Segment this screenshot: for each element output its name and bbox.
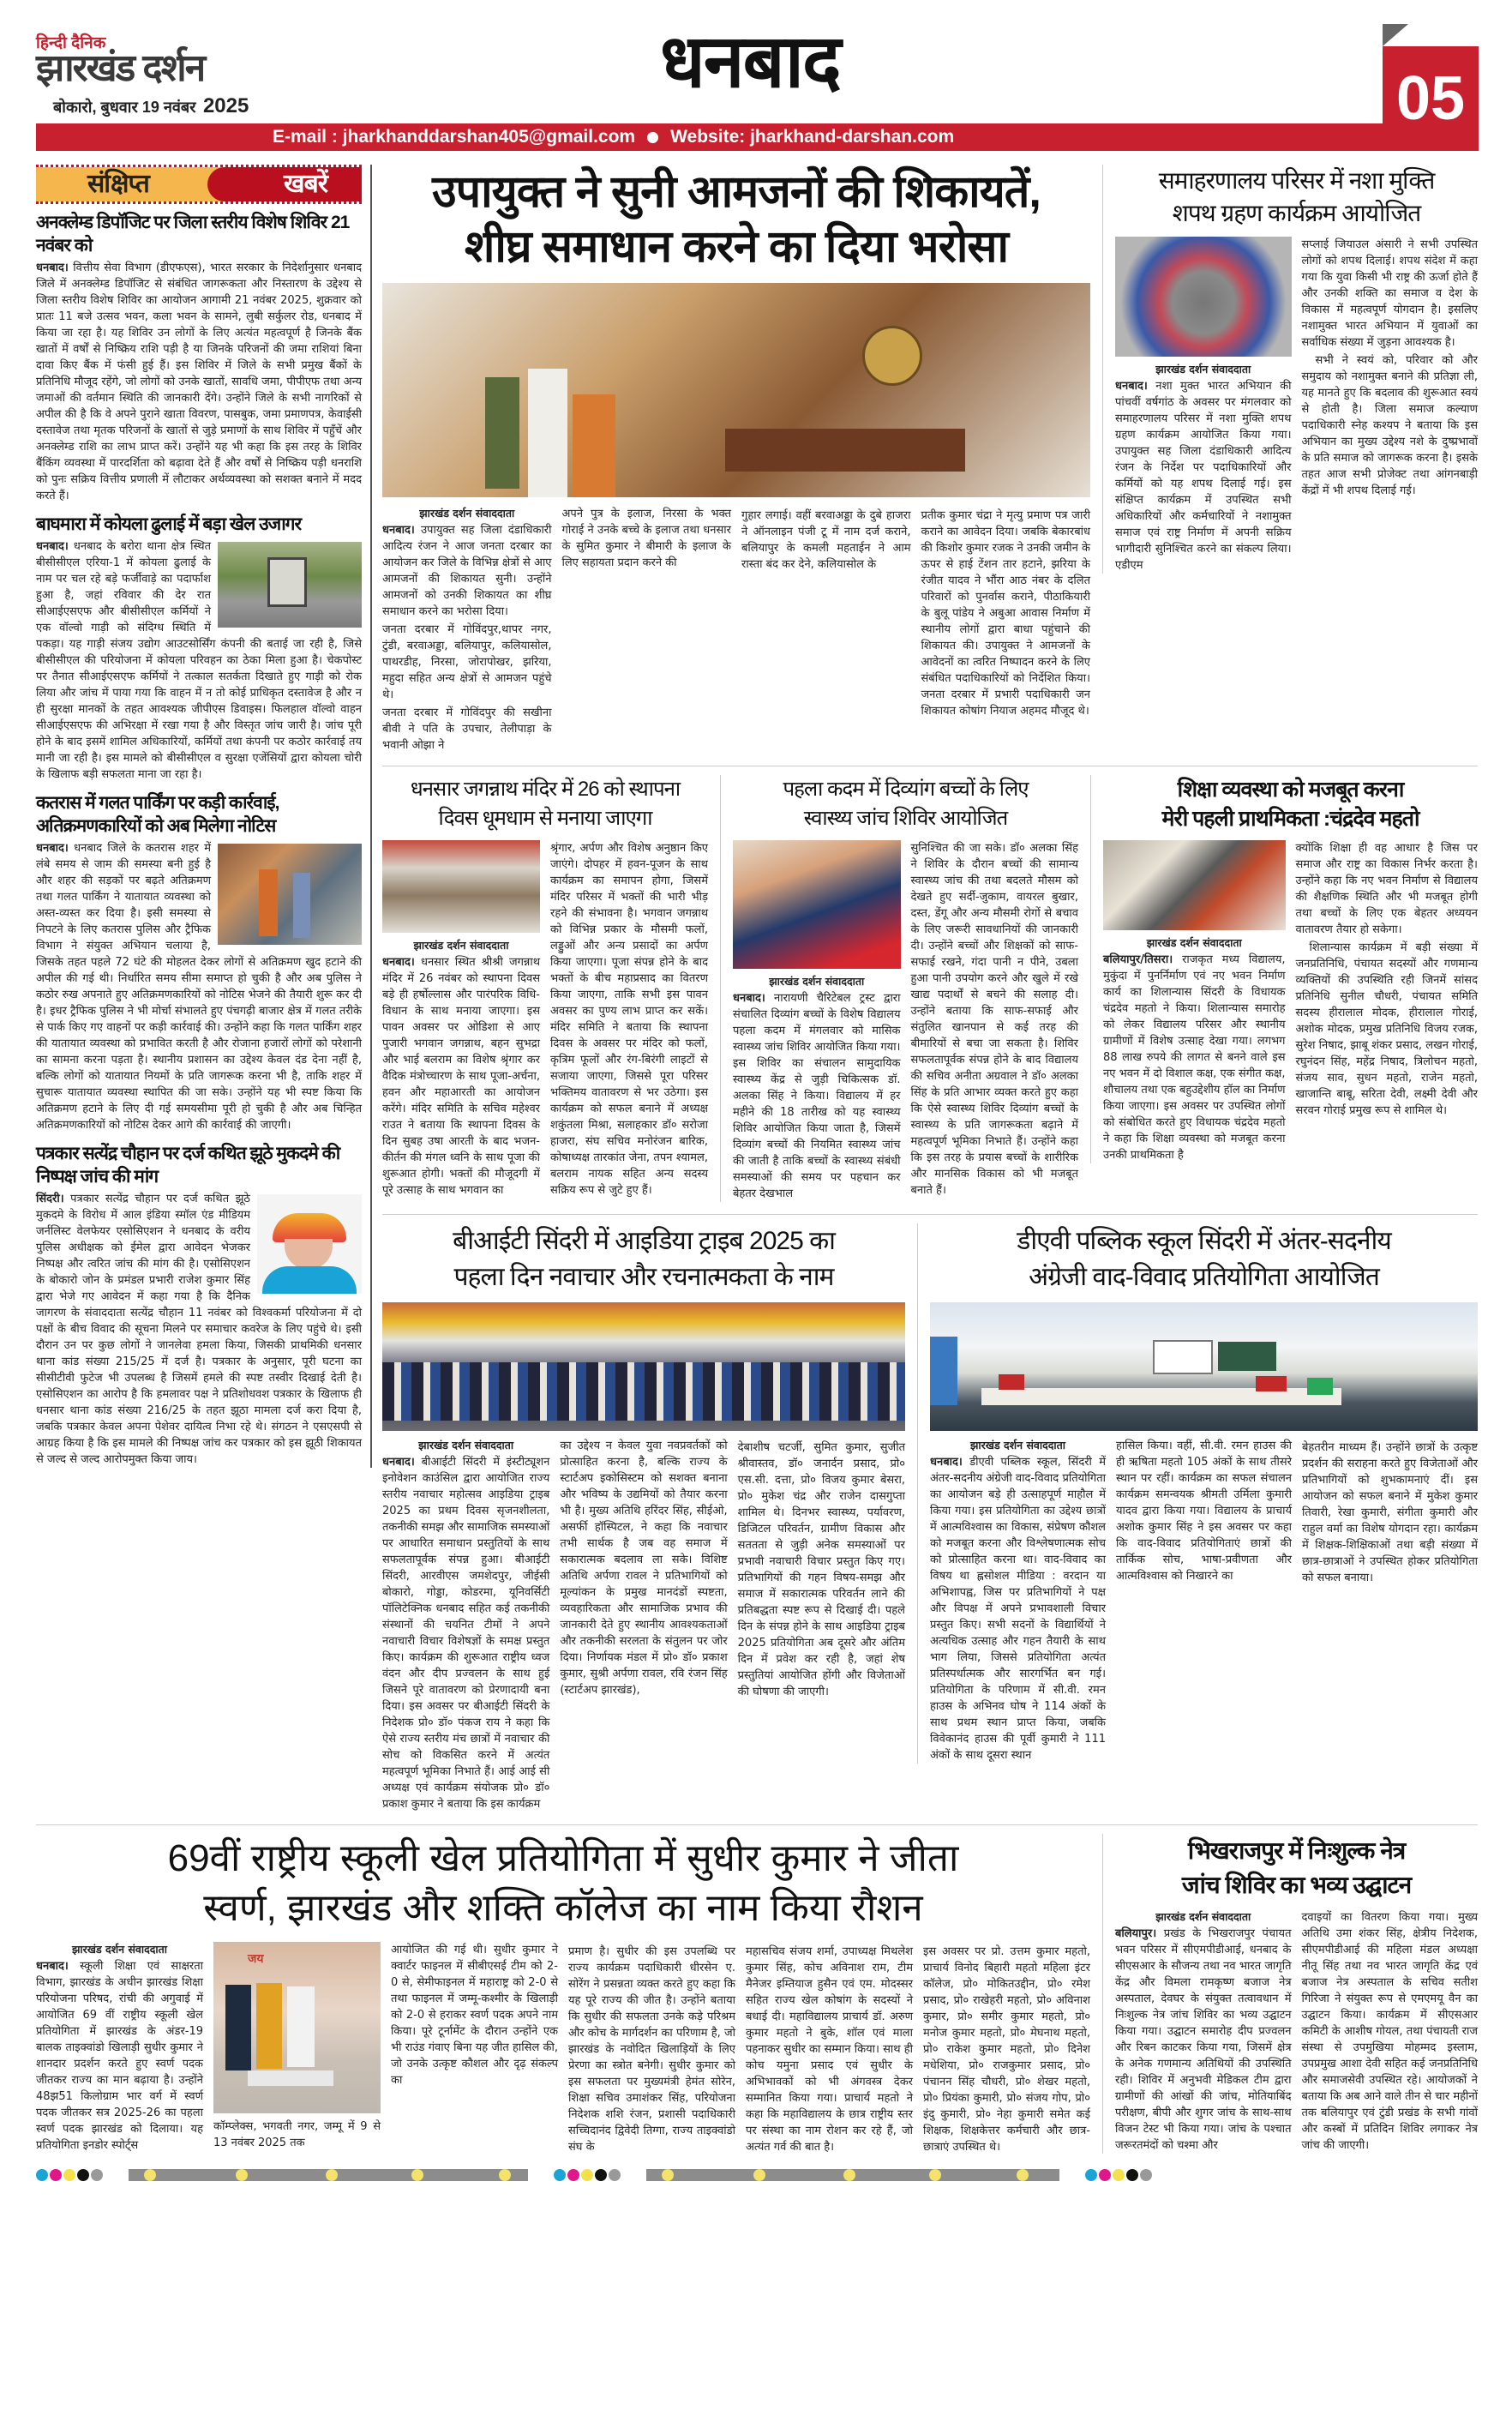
email-text: E-mail : jharkhanddarshan405@gmail.com — [273, 127, 636, 147]
pahla-health-camp-photo — [733, 840, 901, 969]
lead-col-1: झारखंड दर्शन संवाददाता धनबाद। उपायुक्त सह जिला दंडाधिकारी आदित्य रंजन ने आज जनता दरबार का आयोजन कर जिले के विभिन्न क्षेत्रों से आए आमजनों की शिकायत सुनी। उन्होंने आमजनों को उनकी शिकायत का शीघ्र समाधान करने का भरोसा दिया। जनता दरबार में गोविंदपुर,थापर नगर, टुंडी, बरवाअड्डा, बलियापुर, कलियासोल, पाथरडीह, निरसा, जोरापोखर, झरिया, महुदा सहित अन्य क्षेत्रों से आमजन पहुंचे थे। जनता दरबार में गोविंदपुर की सखीना बीवी ने पति के उपचार, तेलीपाड़ा के भवानी ओझा ने — [382, 507, 552, 752]
bit-col-3: देबाशीष चटर्जी, सुमित कुमार, सुजीत श्रीवास्तव, डॉ० जनार्दन प्रसाद, प्रो० एस.सी. दत्ता, प्रो० विजय कुमार बेसरा, प्रो० मुकेश चंद्र और राजेन दासगुप्ता शामिल थे। दिनभर स्वास्थ्य, पर्यावरण, डिजिटल परिवर्तन, ग्रामीण विकास और सततता से जुड़ी अनेक समस्याओं पर प्रभावी नवाचारी विचार प्रस्तुत किए गए। प्रतिभागियों की गहन विषय-समझ और समाज में सकारात्मक परिवर्तन लाने की प्रतिबद्धता स्पष्ट रूप से दिखाई दी। पहले दिन के संपन्न होने के साथ आइडिया ट्राइब 2025 प्रतियोगिता अब दूसरे और अंतिम दिन में प्रवेश कर रही है, जहां शेष प्रस्तुतियां आयोजित होंगी और विजेताओं की घोषणा की जाएगी। — [737, 1441, 905, 1698]
shiksha-headline: शिक्षा व्यवस्था को मजबूत करना मेरी पहली प्राथमिकता :चंद्रदेव महतो — [1161, 778, 1419, 831]
dav-story — [917, 1223, 1478, 1764]
coal-truck-photo — [218, 542, 362, 628]
jagannath-col-1: झारखंड दर्शन संवाददाता धनबाद। धनसार स्थित श्रीश्री जगन्नाथ मंदिर में 26 नवंबर को स्थापना दिवस बड़े ही हर्षोल्लास और पारंपरिक विधि-विधान के साथ मनाया जाएगा। इस पावन अवसर पर ओडिशा से आए पुजारी भगवान जगन्नाथ, बहन सुभद्रा और भाई बलराम का विशेष श्रृंगार कर वैदिक मंत्रोच्चारण के साथ पूजा-अर्चना, हवन और महाआरती का आयोजन करेंगे। मंदिर समिति के सचिव महेश्वर राउत ने बताया कि स्थापना दिवस के दिन सुबह उषा आरती के बाद भजन-कीर्तन की मंगल ध्वनि के साथ पूजा की शुरूआत होगी। भक्तों की मौजूदगी में पूरे उत्साह के साथ भगवान का — [382, 840, 540, 1199]
page-grid — [36, 165, 1478, 1812]
row-lower — [382, 1214, 1478, 1812]
row-middle — [382, 766, 1478, 1202]
color-bar-left — [129, 2169, 528, 2181]
brief-body-wrap: सिंदरी। पत्रकार सत्येंद्र चौहान पर दर्ज कथित झूठे मुकदमे के विरोध में आल इंडिया स्मॉल एंड मीडियम जर्नलिस्ट वेलफेयर एसोसिएशन ने धनबाद के वरीय पुलिस अधीक्षक को ईमेल द्वारा आवेदन भेजकर निष्पक्ष और त्वरित जांच की मांग की है। एसोसिएशन के बोकारो जोन के प्रमंडल प्रभारी राजेश कुमार सिंह द्वारा भेजे गए आवेदन में कहा गया है कि दैनिक जागरण के संवाददाता सत्येंद्र चौहान 11 नवंबर को विश्वकर्मा परियोजना में दो पक्षों के बीच विवाद की सूचना मिलने पर समाचार कवरेज के लिए पहुंचे थे। इसी दौरान उन पर कुछ लोगों ने जानलेवा हमला किया, जिसकी प्राथमिकी धनसार थाना कांड संख्या 215/25 में दर्ज है। पत्रकार के अनुसार, पूरी घटना का सीसीटीवी फुटेज भी उपलब्ध है जिसमें हमले की स्पष्ट तस्वीर दिखाई देती है। एसोसिएशन का आरोप है कि हमलावर पक्ष ने प्रतिशोधवश पत्रकार के खिलाफ ही धनसार थाना कांड संख्या 216/25 के तहत झूठा मामला दर्ज करा दिया है, जबकि पत्रकार केवल अपना पेशेवर दायित्व निभा रहे थे। संगठन ने एसएसपी से आग्रह किया है कि इस मामले की निष्पक्ष जांच कर पत्रकार को इस झूठी शिकायत से जल्द से जल्द आरोपमुक्त किया जाय। — [36, 1193, 362, 1466]
brief-body: सिंह द्वारा भेजे गए आवेदन में कहा गया है कि दैनिक जागरण के संवाददाता सत्येंद्र चौहान 11 नवंबर को विश्वकर्मा परियोजना में दो पक्षों के बीच विवाद की सूचना मिलने पर समाचार कवरेज के लिए पहुंचे थे। इसी दौरान उन पर कुछ लोगों ने जानलेवा हमला किया, जिसकी प्राथमिकी धनसार थाना कांड संख्या 215/25 में दर्ज है। पत्रकार के अनुसार, पूरी घटना का सीसीटीवी फुटेज भी उपलब्ध है जिसमें हमले की स्पष्ट तस्वीर दिखाई देती है। एसोसिएशन का आरोप है कि हमलावर पक्ष ने प्रतिशोधवश पत्रकार के खिलाफ ही धनसार थाना कांड संख्या 216/25 के तहत झूठा मामला दर्ज करा दिया है, जबकि पत्रकार केवल अपना पेशेवर दायित्व निभा रहे थे। संगठन ने एसएसपी से आग्रह किया है कि इस मामले की निष्पक्ष जांच कर पत्रकार को इस झूठी शिकायत से जल्द से जल्द आरोपमुक्त किया जाय। — [36, 1274, 362, 1466]
tagline: हिन्दी दैनिक — [36, 34, 106, 52]
shiksha-col-2: क्योंकि शिक्षा ही वह आधार है जिस पर समाज और राष्ट्र का विकास निर्भर करता है। उन्होंने कहा कि नए भवन निर्माण से विद्यालय की शैक्षणिक स्थिति और भी मजबूत होगी तथा बच्चों के लिए एक बेहतर अध्ययन वातावरण तैयार हो सकेगा। शिलान्यास कार्यक्रम में बड़ी संख्या में जनप्रतिनिधि, पंचायत सदस्यों और गणमान्य व्यक्तियों की उपस्थिति रही जिनमें सांसद प्रतिनिधि सुनील चौधरी, पंचायत समिति सदस्य हीरालाल मोदक, हीरालाल गोराई, अशोक मोदक, प्रमुख प्रतिनिधि विजय रजक, सुरेश निषाद, झाबू शंकर प्रसाद, लखन गोराई, रघुनंदन सिंह, महेंद्र निषाद, त्रिलोचन महतो, संजय साव, सुधन महतो, राजेन महतो, खाजान्ति बाबू, सरिता देवी, लक्ष्मी देवी और सरवन गोराई प्रमुख रूप से शामिल थे। — [1295, 842, 1478, 1117]
jagannath-headline: धनसार जगन्नाथ मंदिर में 26 को स्थापना दिवस धूमधाम से मनाया जाएगा — [410, 778, 681, 830]
print-marks — [36, 2169, 1478, 2181]
byline: झारखंड दर्शन संवाददाता — [1155, 363, 1251, 376]
masthead — [36, 0, 1478, 154]
brief-headline: पत्रकार सत्येंद्र चौहान पर दर्ज कथित झूठे मुकदमे की निष्पक्ष जांच की मांग — [36, 1144, 340, 1187]
brief-body: कर्मियों ने एक वॉल्वो गाड़ी को संदिग्ध स्थिति में पकड़ा। यह गाड़ी संजय उद्योग आउटसोर्सिंग कंपनी की बताई जा रही है, जिसे बीसीसीएल की परियोजना में कोयला परिवहन का ठेका मिला हुआ है। चेकपोस्ट पर तैनात सीआईएसएफ कर्मियों ने तत्काल सतर्कता दिखाते हुए गाड़ी को रोक लिया और जांच में पाया गया कि वाहन में न तो कोई प्राधिकृत दस्तावेज है और न ही सुरक्षा मानकों के तहत आवश्यक जीपीएस डिवाइस। फिलहाल वॉल्वो वाहन सीआईएसएफ की अभिरक्षा में रखा गया है और विस्तृत जांच जारी है। जांच पूरी होने के बाद इसमें शामिल अधिकारियों, कर्मियों तथा कंपनी पर कठोर कार्रवाई तय मानी जा रही है। इस मामले को बीसीसीएल व सुरक्षा एजेंसियों द्वारा कोयला चोरी के खिलाफ बड़ी सफलता माना जा रहा है। — [36, 605, 362, 781]
byline: झारखंड दर्शन संवाददाता — [1155, 1910, 1251, 1923]
bhikhrajpur-story — [1102, 1834, 1478, 2154]
briefs-header — [36, 165, 362, 204]
bhikhrajpur-col-2: दवाइयों का वितरण किया गया। मुख्य अतिथि उमा शंकर सिंह, क्षेत्रीय निदेशक, सीएमपीडीआई की महिला मंडल अध्यक्षा नीतू सिंह तथा नव भारत जागृति केंद्र एवं बजाज नेत्र अस्पताल के सचिव सतीश गिरिजा ने संयुक्त रूप से एमएमयू वैन का उद्घाटन किया। कार्यक्रम में सीएसआर कमिटी के आशीष गोयल, तथा पंचायती राज संस्था से उपमुखिया मोहम्मद इस्लाम, उपप्रमुख आशा देवी सहित कई जनप्रतिनिधि और समाजसेवी उपस्थित रहे। आयोजकों ने बताया कि अब आने वाले तीन से चार महीनों तक बलियापुर एवं टुंडी प्रखंड के सभी गांवों और कस्बों में प्रतिदिन शिविर लगाकर नेत्र जांच की जाएगी। — [1301, 1911, 1478, 2152]
pahla-col-2: सुनिश्चित की जा सके। डॉ० अलका सिंह ने शिविर के दौरान बच्चों की सामान्य स्वास्थ्य जांच की तथा बदलते मौसम को देखते हुए सर्दी-जुकाम, वायरल बुखार, दस्त, डेंगू और अन्य मौसमी रोगों से बचाव के लिए जरूरी सावधानियों की जानकारी दी। उन्होंने बच्चों और शिक्षकों को साफ-सफाई रखने, गंदा पानी न पीने, उबला हुआ पानी उपयोग करने और खुले में रखे खाद्य पदार्थों से बचने की सलाह दी। उन्होंने बताया कि साफ-सफाई और संतुलित खानपान से कई तरह की बीमारियों से बचा जा सकता है। शिविर सफलतापूर्वक संपन्न होने के बाद विद्यालय की सचिव अनीता अग्रवाल ने डॉ० अलका सिंह के प्रति आभार व्यक्त करते हुए कहा कि ऐसे स्वास्थ्य शिविर दिव्यांग बच्चों के स्वास्थ्य के प्रति जागरूकता बढ़ाने में महत्वपूर्ण भूमिका निभाते हैं। उन्होंने कहा कि इस तरह के प्रयास बच्चों के शारीरिक और मानसिक विकास को भी मजबूत बनाते हैं। — [910, 842, 1078, 1197]
brief-body: समस्या से निपटने के लिए कतरास पुलिस और ट्रैफिक विभाग ने संयुक्त अभियान चलाया है, जिसके तहत पहले 72 घंटे की मोहलत देकर लोगों से अतिक्रमण खुद हटाने की अपील की गई थी। निर्धारित समय सीमा समाप्त हो चुकी है और अब पुलिस ने कठोर रुख अपनाते हुए अतिक्रमणकारियों को नोटिस भेजने की तैयारी शुरू कर दी है। इधर ट्रैफिक पुलिस ने भी मोर्चा संभालते हुए पंचगढ़ी बाजार क्षेत्र में गलत तरीके से पार्क किए गए वाहनों पर कड़ी कार्रवाई की। उन्होंने कहा कि गलत पार्किंग शहर की यातायात व्यवस्था को प्रभावित करती है और रोजाना हजारों लोगों को परेशानी का सामना करना पड़ता है। स्थानीय प्रशासन का उद्देश्य केवल दंड देना नहीं है, बल्कि लोगों को यातायात नियमों के प्रति जागरूक करना भी है, ताकि शहर में सुचारू यातायात व्यवस्था स्थापित की जा सके। उन्होंने यह भी स्पष्ट किया कि अतिक्रमण हटाने के लिए दी गई समयसीमा पूरी हो चुकी है और अब चिन्हित अतिक्रमणकारियों को नोटिस देकर आगे की कार्रवाई की जाएगी। — [36, 907, 362, 1132]
brief-headline: कतरास में गलत पार्किंग पर कड़ी कार्रवाई, अतिक्रमणकारियों को अब मिलेगा नोटिस — [36, 793, 279, 836]
byline: झारखंड दर्शन संवाददाता — [413, 939, 509, 952]
byline: झारखंड दर्शन संवाददाता — [71, 1943, 167, 1956]
bit-headline: बीआईटी सिंदरी में आइडिया ट्राइब 2025 का पहला दिन नवाचार और रचनात्मकता के नाम — [453, 1227, 835, 1291]
nasha-headline: समाहरणालय परिसर में नशा मुक्ति शपथ ग्रहण कार्यक्रम आयोजित — [1158, 167, 1435, 226]
lead-columns — [382, 506, 1090, 754]
byline: झारखंड दर्शन संवाददाता — [419, 507, 515, 520]
dav-headline: डीएवी पब्लिक स्कूल सिंदरी में अंतर-सदनीय अंग्रेजी वाद-विवाद प्रतियोगिता आयोजित — [1017, 1227, 1391, 1291]
pahla-col-1: झारखंड दर्शन संवाददाता धनबाद। नारायणी चैरिटेबल ट्रस्ट द्वारा संचालित दिव्यांग बच्चों के विशेष विद्यालय पहला कदम में मंगलवार को मासिक स्वास्थ्य जांच शिविर आयोजित किया गया। इस शिविर का संचालन सामुदायिक स्वास्थ्य केंद्र से जुड़ी चिकित्सक डॉ. अलका सिंह ने किया। विद्यालय में हर महीने की 18 तारीख को यह स्वास्थ्य शिविर आयोजित किया जाता है, जिसमें दिव्यांग बच्चों की नियमित स्वास्थ्य जांच की जाती है ताकि बच्चों के स्वास्थ्य संबंधी समस्याओं की समय पर पहचान कर बेहतर देखभाल — [733, 840, 901, 1202]
dav-col-3: बेहतरीन माध्यम हैं। उन्होंने छात्रों के उत्कृष्ट प्रदर्शन की सराहना करते हुए विजेताओं और प्रतिभागियों को शुभकामनाएं दीं। इस आयोजन को सफल बनाने में मुकेश कुमार तिवारी, रेखा कुमारी, संगीता कुमारी और राहुल वर्मा का विशेष योगदान रहा। कार्यक्रम में शिक्षक-शिक्षिकाओं तथा बड़ी संख्या में छात्र-छात्राओं ने उपस्थित होकर प्रतियोगिता को सफल बनाया। — [1302, 1441, 1478, 1584]
brief-body: धनबाद। वित्तीय सेवा विभाग (डीएफएस), भारत सरकार के निदेर्शानुसार धनबाद जिले में अनक्लेम्ड डिपॉजिट से संबंधित जागरूकता और निस्तारण के उद्देश्य से जिला स्तरीय विशेष शिविर का आयोजन आगामी 21 नवंबर 2025, शुक्रवार को प्रातः 11 बजे उत्सव भवन, कला भवन के सामने, लुबी सर्कुलर रोड, धनबाद में किया जा रहा है। यह शिविर उन लोगों के लिए अत्यंत महत्वपूर्ण है जिनके बैंक खातों में वर्षों से निष्क्रिय राशि पड़ी है या जिनके परिजनों की जमा राशियां बिना दावा किए बैंक में फंसी हुई हैं। इस शिविर में जिले के सभी प्रमुख बैंकों के प्रतिनिधि मौजूद रहेंगे, जो लोगों को उनके खातों, सावधि जमा, पीपीएफ तथा अन्य जमाओं की वर्तमान स्थिति की जानकारी देंगे। उन्होंने जिले के सभी नागरिकों से अपील की है कि वे अपने पुराने खाता विवरण, पासबुक, जमा प्रमाणपत्र, केवाईसी दस्तावेज तथा मृतक परिजनों के खातों से जुड़े प्रमाणों के साथ शिविर में पहुँचें और अनक्लेम्ड राशि का लाभ प्राप्त करें। उन्होंने यह भी कहा कि इस तरह के शिविर बैंकिंग व्यवस्था में पारदर्शिता को बढ़ावा देते हैं और वर्षों से निष्क्रिय पड़ी धनराशि को पुनः सक्रिय वित्तीय प्रणाली में लौटाकर अर्थव्यवस्था को सशक्त बनाने में मदद करते हैं। — [36, 261, 363, 502]
nasha-story — [1102, 165, 1478, 574]
shiksha-col-1: झारखंड दर्शन संवाददाता बलियापुर/तिसरा। राजकृत मध्य विद्यालय, मुकुंदा में पुनर्निर्माण एवं नए भवन निर्माण कार्य का शिलान्यास सिंदरी के विधायक चंद्रदेव महतो ने किया। शिलान्यास समारोह को लेकर विद्यालय परिसर और स्थानीय ग्रामीणों में विशेष उत्साह देखा गया। लगभग 88 लाख रुपये की लागत से बनने वाले इस नए भवन में दो विशाल कक्ष, एक संगीत कक्ष, शौचालय तथा एक बहुउद्देशीय हॉल का निर्माण किया जाएगा। इस अवसर पर उपस्थित लोगों को संबोधित करते हुए विधायक चंद्रदेव महतो ने कहा कि शिक्षा व्यवस्था को मजबूत करना उनकी प्राथमिकता है — [1103, 840, 1286, 1163]
brief-headline: अनक्लेम्ड डिपॉजिट पर जिला स्तरीय विशेष शिविर 21 नवंबर को — [36, 213, 350, 255]
briefs-label-right: खबरें — [284, 170, 327, 198]
brief-story-journalist — [36, 1142, 362, 1468]
lead-headline: उपायुक्त ने सुनी आमजनों की शिकायतें, शीघ्र समाधान करने का दिया भरोसा — [432, 167, 1041, 272]
lead-col-3: गुहार लगाई। वहीं बरवाअड्डा के दुबे हाजरा ने ऑनलाइन पंजी टू में नाम दर्ज कराने, बलियापुर के कमली महताईन ने आम रास्ता बंद कर देने, कलियासोल के — [741, 509, 911, 571]
registration-marks-left — [36, 2169, 103, 2181]
brief-headline: बाघमारा में कोयला ढुलाई में बड़ा खेल उजागर — [36, 514, 302, 534]
dateline-year: 2025 — [202, 94, 249, 117]
row-bottom — [36, 1824, 1478, 2155]
bit-story — [382, 1223, 905, 1812]
bit-group-photo — [382, 1302, 905, 1431]
bit-col-1: झारखंड दर्शन संवाददाता धनबाद। बीआईटी सिंदरी में इंस्टीट्यूशन इनोवेशन काउंसिल द्वारा आयोजित राज्य स्तरीय नवाचार महोत्सव आइडिया ट्राइब 2025 का प्रथम दिवस सृजनशीलता, तकनीकी समझ और सामाजिक समस्याओं पर आधारित समाधान प्रस्तुतियों के साथ सफलतापूर्वक संपन्न हुआ। बीआईटी सिंदरी, आरवीएस जमशेदपुर, जीईसी बोकारो, गोड्डा, कोडरमा, यूनिवर्सिटी पॉलिटेक्निक धनबाद सहित कई तकनीकी संस्थानों की चयनित टीमों ने अपने नवाचारी विचार विशेषज्ञों के समक्ष प्रस्तुत किए। कार्यक्रम की शुरूआत राष्ट्रीय ध्वज वंदन और दीप प्रज्वलन के साथ हुई जिसने पूरे वातावरण को प्रेरणादायी बना दिया। इस अवसर पर बीआईटी सिंदरी के निदेशक प्रो० डॉ० पंकज राय ने कहा कि ऐसे राज्य स्तरीय मंच छात्रों में नवाचार की सोच को विकसित करने में अत्यंत महत्वपूर्ण भूमिका निभाते हैं। आई आई सी अध्यक्ष एवं कार्यक्रम संयोजक प्रो० डॉ० प्रकाश कुमार ने बताया कि इस कार्यक्रम — [382, 1439, 550, 1811]
journalist-portrait-photo — [257, 1194, 362, 1294]
registration-marks-center — [554, 2169, 621, 2181]
pahla-headline: पहला कदम में दिव्यांग बच्चों के लिए स्वास्थ्य जांच शिविर आयोजित — [783, 778, 1029, 830]
sudhir-col-1: झारखंड दर्शन संवाददाता धनबाद। स्कूली शिक्षा एवं साक्षरता विभाग, झारखंड के अधीन झारखंड शिक्षा परियोजना परिषद, रांची की अगुवाई में आयोजित 69 वीं राष्ट्रीय स्कूली खेल प्रतियोगिता में झारखंड के अंडर-19 बालक ताइक्वांडो खिलाड़ी सुधीर कुमार ने शानदार प्रदर्शन करते हुए स्वर्ण पदक जीतकर राज्य का मान बढ़ाया है। उन्होंने 48झ51 किलोग्राम भार वर्ग में स्वर्ण पदक जीतकर सत्र 2025-26 का पहला स्वर्ण पदक झारखंड को दिलाया। यह प्रतियोगिता इनडोर स्पोर्ट्स — [36, 1943, 203, 2152]
page-flag-fold — [1383, 24, 1408, 46]
jagannath-temple-photo — [382, 840, 540, 933]
byline: झारखंड दर्शन संवाददाता — [969, 1439, 1065, 1451]
brief-story-unclaimed-deposit — [36, 211, 362, 504]
page-number-box — [1383, 46, 1479, 151]
sudhir-col-6: इस अवसर पर प्रो. उत्तम कुमार महतो, प्राचार्य विनोद बिहारी महतो महिला इंटर कॉलेज, प्रो० मोकितउद्दीन, प्रो० रमेश प्रसाद, प्रो० राखेहरी महतो, प्रो० अविनाश कुमार, प्रो० समीर कुमार महतो, प्रो० मनोज कुमार महतो, प्रो० मेघनाथ महतो, प्रो० राकेश कुमार महतो, प्रो० दिनेश मधेशिया, प्रो० राजकुमार प्रसाद, प्रो० पंचानन सिंह चौधरी, प्रो० शेखर महतो, प्रो० प्रियंका कुमारी, प्रो० संजय गोप, प्रो० इंदु कुमारी, प्रो० नेहा कुमारी समेत कई शिक्षक, शिक्षकेत्तर कर्मचारी और छात्र- छात्राएं उपस्थित थे। — [923, 1945, 1090, 2154]
nasha-col-2: सप्लाई जियाउल अंसारी ने सभी उपस्थित लोगों को शपथ दिलाई। शपथ संदेश में कहा गया कि युवा किसी भी राष्ट्र की ऊर्जा होते हैं और उनकी शक्ति का समाज व देश के विकास में महत्वपूर्ण योगदान है। इसलिए नशामुक्त भारत अभियान में युवाओं का सर्वाधिक संख्या में जुड़ना आवश्यक है। सभी ने स्वयं को, परिवार को और समुदाय को नशामुक्त बनाने की प्रतिज्ञा ली, यह मानते हुए कि बदलाव की शुरूआत स्वयं से होती है। जिला समाज कल्याण पदाधिकारी स्नेह कश्यप ने बताया कि इस अभियान का मुख्य उद्देश्य नशे के दुष्प्रभावों के प्रति समाज को जागरूक करना है। इसके तहत आज सभी प्रोजेक्ट तथा आंगनबाड़ी केंद्रों में भी शपथ दिलाई गई। — [1301, 238, 1478, 497]
lead-col-2: अपने पुत्र के इलाज, निरसा के भक्त गोराई ने उनके बच्चे के इलाज तथा धनसार के सुमित कुमार ने बीमारी के इलाज के लिए सहायता प्रदान करने की — [561, 508, 731, 569]
briefs-label-left: संक्षिप्त — [87, 170, 149, 198]
bit-col-2: का उद्देश्य न केवल युवा नवप्रवर्तकों को प्रोत्साहित करना है, बल्कि राज्य के स्टार्टअप इकोसिस्टम को सशक्त बनाना और भविष्य के उद्यमियों को तैयार करना भी है। मुख्य अतिथि हरिंदर सिंह, सीईओ, असर्फी हॉस्पिटल, ने कहा कि नवाचार तभी सार्थक है जब वह समाज में सकारात्मक बदलाव ला सके। विशिष्ट अतिथि अर्पणा रावल ने प्रतिभागियों को मूल्यांकन के प्रमुख मानदंडों स्पष्टता, व्यवहारिकता और सामाजिक प्रभाव की जानकारी देते हुए स्थानीय आवश्यकताओं और तकनीकी सरलता के संतुलन पर जोर दिया। निर्णायक मंडल में प्रो० डॉ० प्रकाश कुमार, सुश्री अर्पणा रावल, रवि रंजन सिंह (स्टार्टअप झारखंड), — [560, 1439, 728, 1697]
sudhir-headline: 69वीं राष्ट्रीय स्कूली खेल प्रतियोगिता में सुधीर कुमार ने जीता स्वर्ण, झारखंड और शक्ति कॉलेज का नाम किया रौशन — [167, 1837, 959, 1929]
lead-janta-darbar-photo — [382, 283, 1090, 497]
dav-debate-classroom-photo — [930, 1302, 1478, 1431]
website-text: Website: jharkhand-darshan.com — [670, 127, 955, 147]
lead-col-4: प्रतीक कुमार चंद्रा ने मृत्यु प्रमाण पत्र जारी कराने का आवेदन दिया। जबकि बेकारबांध की किशोर कुमार रजक ने उनकी जमीन के ऊपर से हाई टेंशन तार हटाने, झरिया के रंजीत यादव ने भौंरा आठ नंबर के दलित परिवारों को पुनर्वास कराने, पीठाकियारी के बुलू पांडेय ने अबुआ आवास निर्माण में स्थानीय लोगों द्वारा बाधा पहुंचाने की शिकायत की। उपायुक्त ने आमजनों के आवेदनों का त्वरित निष्पादन करने के लिए संबंधित पदाधिकारियों को निर्देशित किया। जनता दरबार में प्रभारी पदाधिकारी जन शिकायत कोषांग नियाज अहमद मौजूद थे। — [921, 509, 1090, 718]
sudhir-col-5: महासचिव संजय शर्मा, उपाध्यक्ष मिथलेश कुमार सिंह, कोच अविनाश राम, टीम मैनेजर इम्तियाज हुसैन एवं एम. मोदस्सर सहित राज्य खेल कोषांग के सदस्यों ने बधाई दी। महाविद्यालय प्राचार्य डॉ. अरुण कुमार महतो ने बुके, शॉल एवं माला पहनाकर सुधीर का सम्मान किया। साथ ही कोच यमुना प्रसाद एवं सुधीर के अभिभावकों को भी अंगवस्त्र देकर सम्मानित किया गया। प्राचार्य महतो ने कहा कि महाविद्यालय के छात्र राष्ट्रीय स्तर पर संस्था का नाम रोशन कर रहे हैं, जो अत्यंत गर्व की बात है। — [746, 1945, 913, 2154]
brief-body-wrap: धनबाद। धनबाद जिले के कतरास शहर में लंबे समय से जाम की समस्या बनी हुई है और शहर की सड़कों पर बढ़ते अतिक्रमण तथा गलत पार्किंग ने यातायात व्यवस्था को अस्त-व्यस्त कर दिया है। इसी समस्या से निपटने के लिए कतरास पुलिस और ट्रैफिक विभाग ने संयुक्त अभियान चलाया है, जिसके तहत पहले 72 घंटे की मोहलत देकर लोगों से अतिक्रमण खुद हटाने की अपील की गई थी। निर्धारित समय सीमा समाप्त हो चुकी है और अब पुलिस ने कठोर रुख अपनाते हुए अतिक्रमणकारियों को नोटिस भेजने की तैयारी शुरू कर दी है। इधर ट्रैफिक पुलिस ने भी मोर्चा संभालते हुए पंचगढ़ी बाजार क्षेत्र में गलत तरीके से पार्क किए गए वाहनों पर कड़ी कार्रवाई की। उन्होंने कहा कि गलत पार्किंग शहर की यातायात व्यवस्था को प्रभावित करती है और रोजाना हजारों लोगों को परेशानी का सामना करना पड़ता है। स्थानीय प्रशासन का उद्देश्य केवल दंड देना नहीं है, बल्कि लोगों को यातायात नियमों के प्रति जागरूक करना भी है, ताकि शहर में सुचारू यातायात व्यवस्था स्थापित की जा सके। उन्होंने यह भी स्पष्ट किया कि अतिक्रमण हटाने के लिए दी गई समयसीमा पूरी हो चुकी है और अब चिन्हित अतिक्रमणकारियों को नोटिस देकर आगे की कार्रवाई की जाएगी। — [36, 842, 362, 1132]
sudhir-story — [36, 1834, 1090, 2155]
pahla-story — [720, 775, 1078, 1202]
briefs-sidebar — [36, 165, 372, 1468]
contact-band — [36, 123, 1392, 151]
banner-text: जय — [248, 1952, 264, 1966]
sudhir-award-photo — [213, 1942, 381, 2113]
dateline — [53, 94, 249, 118]
dav-col-2: हासिल किया। वहीं, सी.वी. रमन हाउस की ही ऋषिता महतो 105 अंकों के साथ तीसरे स्थान पर रहीं। कार्यक्रम का सफल संचालन कार्यक्रम समन्वयक श्रीमती उर्मिला कुमारी यादव द्वारा किया गया। विद्यालय के प्राचार्य अशोक कुमार सिंह ने इस अवसर पर कहा कि वाद-विवाद प्रतियोगिताएं छात्रों की तार्किक सोच, भाषा-प्रवीणता और आत्मविश्वास को निखारने का — [1116, 1439, 1292, 1583]
byline: झारखंड दर्शन संवाददाता — [1146, 936, 1242, 949]
sudhir-col-3: आयोजित की गई थी। सुधीर कुमार ने क्वार्टर फाइनल में सीबीएसई टीम को 2-0 से, सेमीफाइनल में महाराष्ट्र को 2-0 से तथा फाइनल में जम्मू-कश्मीर के खिलाड़ी को 2-0 से हराकर स्वर्ण पदक अपने नाम किया। पूरे टूर्नामेंट के दौरान उन्होंने एक भी राउंड गंवाए बिना यह जीत हासिल की, जो उनके उत्कृष्ट कौशल और दृढ़ संकल्प का — [391, 1944, 558, 2087]
sudhir-col-2: कॉम्प्लेक्स, भगवती नगर, जम्मू में 9 से 13 नवंबर 2025 तक — [213, 2120, 381, 2149]
paper-name-logo: झारखंड दर्शन — [36, 47, 205, 89]
registration-marks-right — [1085, 2169, 1152, 2181]
nasha-oath-photo — [1115, 237, 1292, 357]
lead-story — [382, 165, 1090, 754]
byline: झारखंड दर्शन संवाददाता — [769, 975, 865, 988]
dav-col-1: झारखंड दर्शन संवाददाता धनबाद। डीएवी पब्लिक स्कूल, सिंदरी में अंतर-सदनीय अंग्रेजी वाद-विवाद प्रतियोगिता का आयोजन बड़े ही उत्साहपूर्ण माहौल में किया गया। इस प्रतियोगिता का उद्देश्य छात्रों में आत्मविश्वास का विकास, संप्रेषण कौशल को मजबूत करना और विश्लेषणात्मक सोच को प्रोत्साहित करना था। वाद-विवाद का विषय था ह्लसोशल मीडिया : वरदान या अभिशापह्व, जिस पर प्रतिभागियों ने पक्ष और विपक्ष में अपने प्रभावशाली विचार प्रस्तुत किए। सभी सदनों के विद्यार्थियों ने अत्यधिक उत्साह और गहन तैयारी के साथ भाग लिया, जिससे प्रतियोगिता अत्यंत प्रतिस्पर्धात्मक और सारगर्भित बन गई। प्रतियोगिता के परिणाम में सी.वी. रमन हाउस के अभिनव घोष ने 114 अंकों के साथ प्रथम स्थान प्राप्त किया, जबकि विवेकानंद हाउस की पूर्वी कुमारी ने 111 अंकों के साथ दूसरा स्थान — [930, 1439, 1106, 1762]
bhikhrajpur-col-1: झारखंड दर्शन संवाददाता बलियापुर। प्रखंड के भिखराजपुर पंचायत भवन परिसर में सीएमपीडीआई, धनबाद के सीएसआर के सौजन्य तथा नव भारत जागृति केंद्र और विमला रामकृष्ण बजाज नेत्र अस्पताल, देवघर के संयुक्त तत्वावधान में निःशुल्क नेत्र जांच शिविर का भव्य उद्घाटन किया गया। उद्घाटन समारोह दीप प्रज्वलन और रिबन काटकर किया गया, जिसमें क्षेत्र के अनेक गणमान्य अतिथियों की उपस्थिति रही। शिविर में अनुभवी मेडिकल टीम द्वारा ग्रामीणों की आंखों की जांच, मोतियाबिंद परीक्षण, बीपी और शुगर जांच के साथ-साथ विजन टेस्ट भी किया गया। जांच के पश्चात जरूरतमंदों को चश्मा और — [1115, 1910, 1292, 2152]
dateline-date: बोकारो, बुधवार 19 नवंबर — [53, 99, 196, 116]
edition-title: धनबाद — [660, 21, 840, 103]
brief-body-wrap: धनबाद। धनबाद के बरोरा थाना क्षेत्र स्थित बीसीसीएल एरिया-1 में कोयला ढुलाई के नाम पर चल रहे बड़े फर्जीवाड़े का पदार्फाश हुआ है, जहां रविवार की देर रात सीआईएसएफ और बीसीसीएल कर्मियों ने एक वॉल्वो गाड़ी को संदिग्ध स्थिति में पकड़ा। यह गाड़ी संजय उद्योग आउटसोर्सिंग कंपनी की बताई जा रही है, जिसे बीसीसीएल की परियोजना में कोयला परिवहन का ठेका मिला हुआ है। चेकपोस्ट पर तैनात सीआईएसएफ कर्मियों ने तत्काल सतर्कता दिखाते हुए गाड़ी को रोक लिया और जांच में पाया गया कि वाहन में न तो कोई प्राधिकृत दस्तावेज है और न ही सुरक्षा मानकों के तहत आवश्यक जीपीएस डिवाइस। फिलहाल वॉल्वो वाहन सीआईएसएफ की अभिरक्षा में रखा गया है और विस्तृत जांच जारी है। जांच पूरी होने के बाद इसमें शामिल अधिकारियों, कर्मियों तथा कंपनी पर कठोर कार्रवाई तय मानी जा रही है। इस मामले को बीसीसीएल व सुरक्षा एजेंसियों द्वारा कोयला चोरी के खिलाफ बड़ी सफलता माना जा रहा है। — [36, 540, 362, 781]
katras-street-photo — [218, 844, 362, 945]
bhikhrajpur-headline: भिखराजपुर में निःशुल्क नेत्र जांच शिविर का भव्य उद्घाटन — [1181, 1837, 1412, 1898]
bullet-dot — [647, 132, 658, 143]
brief-story-baghmara-coal — [36, 513, 362, 783]
page-number: 05 — [1395, 64, 1466, 133]
byline: झारखंड दर्शन संवाददाता — [418, 1439, 514, 1451]
color-bar-right — [646, 2169, 1059, 2181]
main-stories — [382, 165, 1478, 1812]
row-top — [382, 165, 1478, 754]
shiksha-story — [1090, 775, 1478, 1163]
sudhir-col-4: प्रमाण है। सुधीर की इस उपलब्धि पर राज्य कार्यक्रम पदाधिकारी धीरसेन ए. सोरेंग ने प्रसन्नता व्यक्त करते हुए कहा कि यह पूरे राज्य की जीत है। उन्होंने बताया कि सुधीर की सफलता उनके कड़े परिश्रम और कोच के मार्गदर्शन का परिणाम है, जो झारखंड के नवोदित खिलाड़ियों के लिए प्रेरणा का स्त्रोत बनेगी। सुधीर कुमार को इस सफलता पर मुख्यमंत्री हेमंत सोरेन, शिक्षा सचिव उमाशंकर सिंह, परियोजना निदेशक शशि रंजन, प्रशासी पदाधिकारी सच्चिदानंद द्विवेदी तिग्गा, राज्य ताइक्वांडो संघ के — [568, 1945, 735, 2154]
brief-story-katras-parking — [36, 791, 362, 1133]
shiksha-foundation-stone-photo — [1103, 840, 1286, 930]
jagannath-story — [382, 775, 708, 1199]
jagannath-col-2: श्रृंगार, अर्पण और विशेष अनुष्ठान किए जाएंगे। दोपहर में हवन-पूजन के साथ कार्यक्रम का समापन होगा, जिसमें मंदिर परिसर में भक्तों की भारी भीड़ रहने की संभावना है। भगवान जगन्नाथ को विभिन्न प्रकार के मौसमी फलों, लड्डुओं और अन्य प्रसादों का अर्पण किया जाएगा। पूजा संपन्न होने के बाद भक्तों के बीच महाप्रसाद का वितरण किया जाएगा, ताकि सभी इस पावन अवसर का पुण्य लाभ प्राप्त कर सकें। मंदिर समिति ने बताया कि स्थापना दिवस के अवसर पर मंदिर को फलों, कृत्रिम फूलों और रंग-बिरंगी लाइटों से सजाया जाएगा, जिससे पूरा परिसर भक्तिमय वातावरण से भर उठेगा। इस कार्यक्रम को सफल बनाने में अध्यक्ष शकुंतला मिश्रा, सलाहकार डॉ० सरोजा हाजरा, संघ सचिव मनोरंजन बारिक, कोषाध्यक्ष तारकांत जेना, तपन श्यामल, बलराम नायक सहित अन्य सदस्य सक्रिय रूप से जुटे हुए हैं। — [550, 842, 708, 1197]
nasha-col-1: झारखंड दर्शन संवाददाता धनबाद। नशा मुक्त भारत अभियान की पांचवीं वर्षगांठ के अवसर पर मंगलवार को समाहरणालय परिसर में नशा मुक्ति शपथ ग्रहण कार्यक्रम आयोजित किया गया। उपायुक्त सह जिला दंडाधिकारी आदित्य रंजन के निर्देश पर पदाधिकारियों और कर्मियों को यह शपथ दिलाई गई। इस संक्षिप्त कार्यक्रम में उपस्थित सभी अधिकारियों और कर्मचारियों ने नशामुक्त समाज एवं राष्ट्र निर्माण में अपनी सक्रिय भागीदारी सुनिश्चित करने का संकल्प लिया। एडीएम — [1115, 237, 1292, 574]
